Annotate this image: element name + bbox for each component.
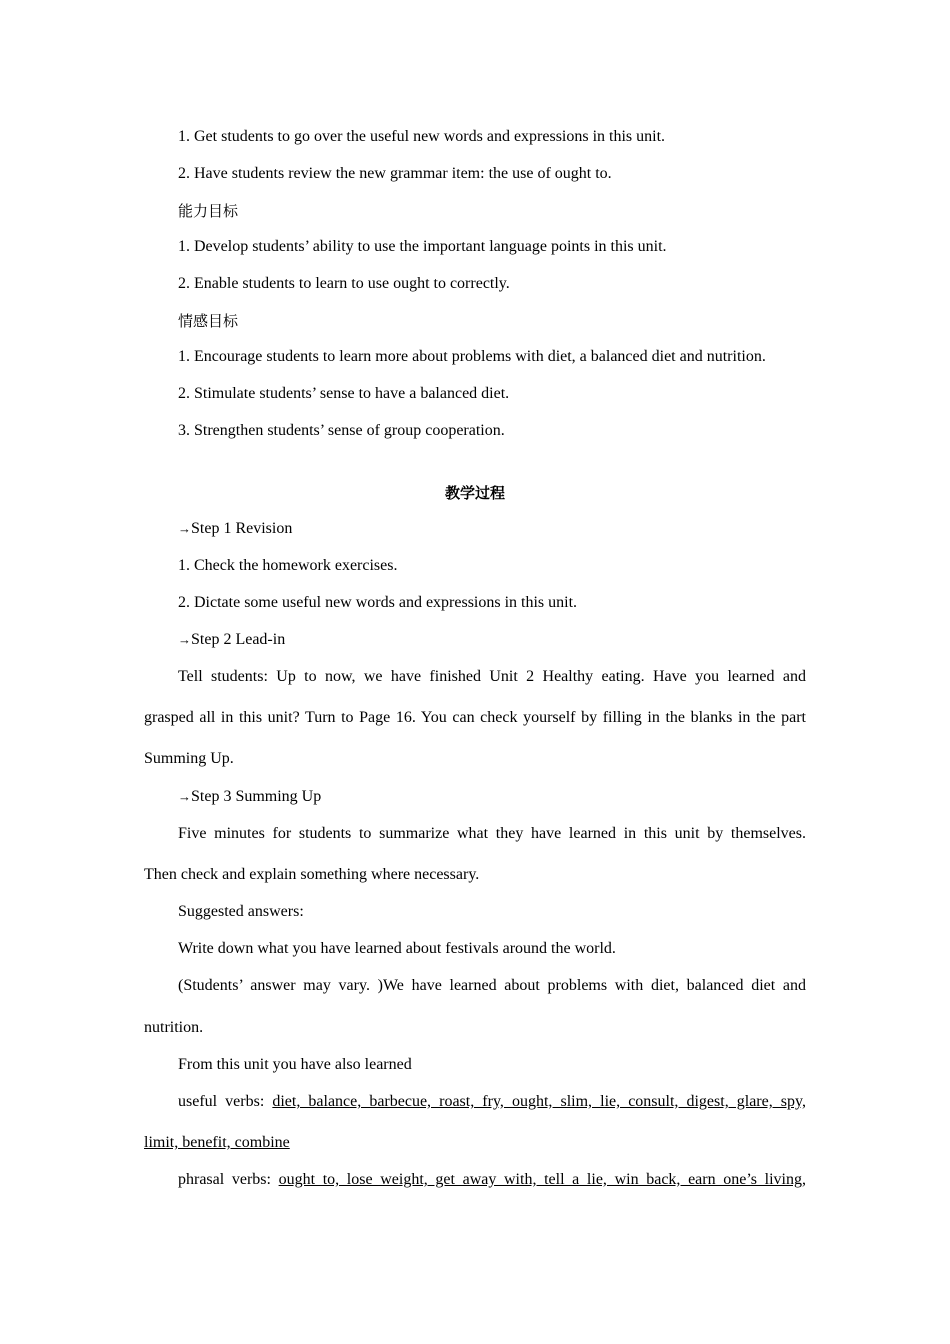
also-learned-text: From this unit you have also learned bbox=[178, 1056, 412, 1073]
useful-verbs-line-1 bbox=[144, 1092, 806, 1112]
ability-objective-2: 2. Enable students to learn to use ought to correctly. bbox=[178, 275, 510, 292]
arrow-icon: → bbox=[178, 789, 191, 804]
knowledge-objective-1: 1. Get students to go over the useful new words and expressions in this unit. bbox=[178, 128, 666, 145]
suggested-answers-label: Suggested answers: bbox=[178, 903, 304, 920]
step-2-paragraph-line-2: grasped all in this unit? Turn to Page 16. You can check yourself by filling in the blanks in the part bbox=[144, 709, 806, 726]
emotion-objective-2: 2. Stimulate students’ sense to have a balanced diet. bbox=[178, 385, 510, 402]
useful-verbs-list-continued: limit, benefit, combine bbox=[144, 1134, 290, 1151]
process-heading: 教学过程 bbox=[444, 484, 505, 502]
step-1-title: Step 1 Revision bbox=[191, 520, 293, 537]
emotion-heading: 情感目标 bbox=[178, 312, 239, 330]
step-1-item-1: 1. Check the homework exercises. bbox=[178, 557, 398, 574]
question-text: Write down what you have learned about festivals around the world. bbox=[178, 940, 616, 957]
useful-verbs-label: useful verbs: bbox=[178, 1093, 273, 1110]
phrasal-verbs-list: ought to, lose weight, get away with, tell a lie, win back, earn one’s living, bbox=[278, 1171, 806, 1188]
step-2-paragraph-line-3: Summing Up. bbox=[144, 750, 234, 767]
phrasal-verbs-label: phrasal verbs: bbox=[178, 1171, 279, 1188]
useful-verbs-list: diet, balance, barbecue, roast, fry, ought, slim, lie, consult, digest, glare, spy, bbox=[272, 1093, 806, 1110]
step-1-heading bbox=[144, 519, 806, 539]
arrow-icon: → bbox=[178, 632, 191, 647]
step-2-heading bbox=[144, 630, 806, 650]
useful-verbs-line-2 bbox=[144, 1133, 806, 1153]
step-2-title: Step 2 Lead-in bbox=[191, 631, 286, 648]
phrasal-verbs-line-1 bbox=[144, 1170, 806, 1190]
step-3-paragraph-line-2: Then check and explain something where necessary. bbox=[144, 866, 480, 883]
step-3-title: Step 3 Summing Up bbox=[191, 788, 322, 805]
ability-heading: 能力目标 bbox=[178, 202, 239, 220]
emotion-objective-3: 3. Strengthen students’ sense of group cooperation. bbox=[178, 422, 505, 439]
answer-line-2: nutrition. bbox=[144, 1019, 204, 1036]
step-1-item-2: 2. Dictate some useful new words and expressions in this unit. bbox=[178, 594, 578, 611]
step-3-paragraph-line-1: Five minutes for students to summarize what they have learned in this unit by themselves. bbox=[178, 825, 806, 842]
knowledge-objective-2: 2. Have students review the new grammar item: the use of ought to. bbox=[178, 165, 612, 182]
arrow-icon: → bbox=[178, 521, 191, 536]
emotion-objective-1: 1. Encourage students to learn more about problems with diet, a balanced diet and nutrition. bbox=[178, 348, 766, 365]
step-2-paragraph-line-1: Tell students: Up to now, we have finished Unit 2 Healthy eating. Have you learned and bbox=[178, 668, 806, 685]
answer-line-1: (Students’ answer may vary. )We have learned about problems with diet, balanced diet and bbox=[178, 977, 806, 994]
ability-objective-1: 1. Develop students’ ability to use the important language points in this unit. bbox=[178, 238, 667, 255]
step-3-heading bbox=[144, 787, 806, 807]
